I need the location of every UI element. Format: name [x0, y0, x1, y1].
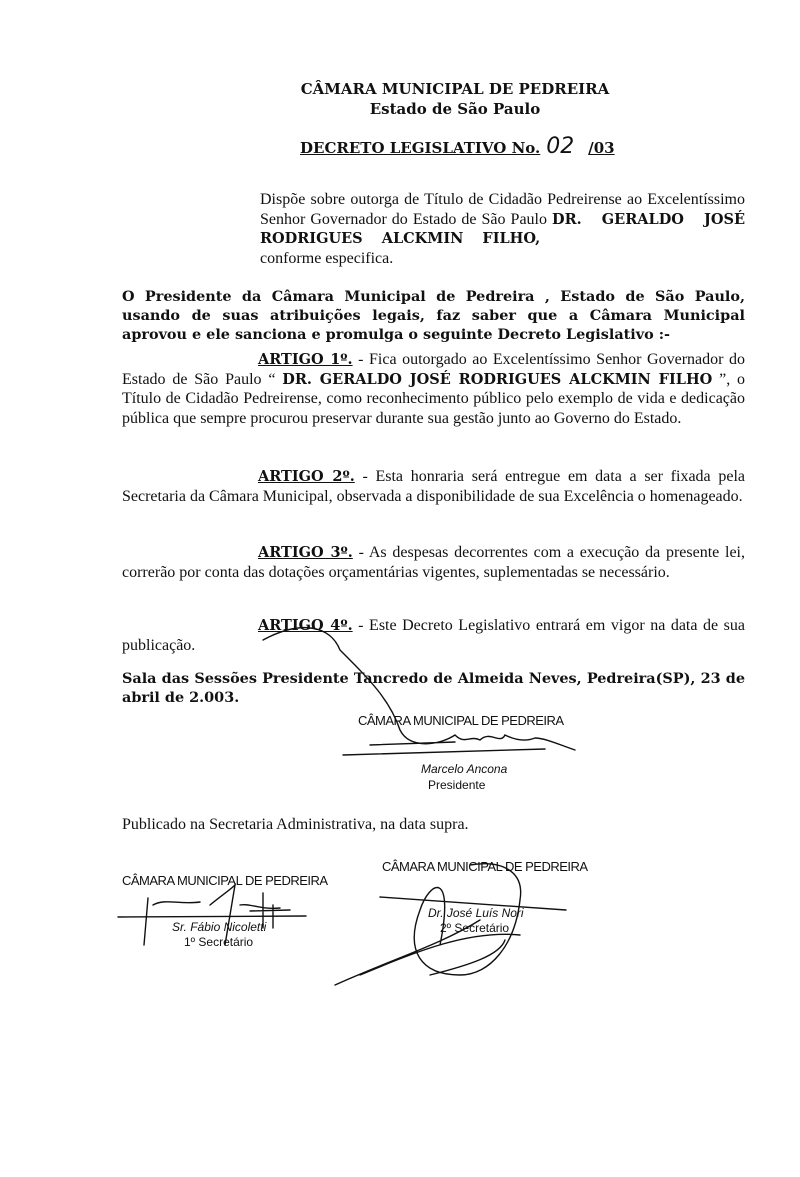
- president-role: Presidente: [428, 778, 486, 792]
- article-1-honoree: DR. GERALDO JOSÉ RODRIGUES ALCKMIN FILHO: [282, 370, 713, 388]
- second-secretary-stamp: CÂMARA MUNICIPAL DE PEDREIRA: [382, 859, 588, 874]
- decree-year: /03: [588, 139, 615, 157]
- article-1-label: ARTIGO 1º.: [258, 351, 353, 368]
- state-header: Estado de São Paulo: [369, 100, 541, 118]
- preamble: O Presidente da Câmara Municipal de Pedreira , Estado de São Paulo, usando de suas atribuições legais, faz saber que a Câmara Municipal aprovou e ele sanciona e promulga o seguinte Decreto Legislativo :-: [122, 288, 745, 343]
- president-signature-line: [343, 749, 545, 755]
- article-3-label: ARTIGO 3º.: [258, 544, 353, 561]
- second-secretary-role: 2º Secretário: [440, 921, 510, 935]
- first-secretary-name: Sr. Fábio Nicoletti: [172, 920, 267, 934]
- decree-number: 02: [546, 134, 575, 159]
- president-name: Marcelo Ancona: [421, 762, 508, 776]
- article-2-text: - Esta honraria será entregue em data a ser fixada pela Secretaria da Câmara Municipal, observada a disponibilidade de sua Excelência o homenageado.: [122, 468, 745, 505]
- published-note: Publicado na Secretaria Administrativa, na data supra.: [122, 816, 469, 833]
- article-1-text: - Fica outorgado ao Excelentíssimo Senhor Governador do Estado de São Paulo “: [122, 351, 745, 388]
- second-secretary-name: Dr. José Luís Nori: [428, 906, 524, 920]
- first-secretary-role: 1º Secretário: [184, 935, 254, 949]
- second-secretary-signature-line: [380, 897, 566, 910]
- summary-name: DR. GERALDO JOSÉ RODRIGUES ALCKMIN FILHO,: [260, 210, 746, 247]
- institution-header: CÂMARA MUNICIPAL DE PEDREIRA: [300, 80, 610, 98]
- article-3-text: - As despesas decorrentes com a execução da presente lei, correrão por conta das dotações orçamentárias vigentes, suplementadas se necessário.: [122, 544, 745, 581]
- article-4-label: ARTIGO 4º.: [258, 617, 353, 634]
- second-secretary-signature: [335, 864, 521, 985]
- president-signature: [263, 628, 575, 750]
- article-4-text: - Este Decreto Legislativo entrará em vigor na data de sua publicação.: [122, 617, 745, 654]
- first-secretary-stamp: CÂMARA MUNICIPAL DE PEDREIRA: [122, 873, 328, 888]
- first-secretary-signature: [144, 885, 290, 945]
- article-1-text-cont: ”, o Título de Cidadão Pedreirense, como reconhecimento público pelo exemplo de vida e dedicação pública que sempre procurou preservar durante sua gestão junto ao Governo do Estado.: [122, 370, 745, 427]
- summary-text: Dispõe sobre outorga de Título de Cidadão Pedreirense ao Excelentíssimo Senhor Governador do Estado de São Paulo: [260, 191, 745, 228]
- decree-prefix: DECRETO LEGISLATIVO No.: [300, 139, 541, 157]
- article-2-label: ARTIGO 2º.: [258, 468, 355, 485]
- president-stamp: CÂMARA MUNICIPAL DE PEDREIRA: [358, 713, 564, 728]
- closing-statement: Sala das Sessões Presidente Tancredo de Almeida Neves, Pedreira(SP), 23 de abril de 2.003.: [122, 670, 745, 706]
- summary-end: conforme especifica.: [260, 249, 394, 267]
